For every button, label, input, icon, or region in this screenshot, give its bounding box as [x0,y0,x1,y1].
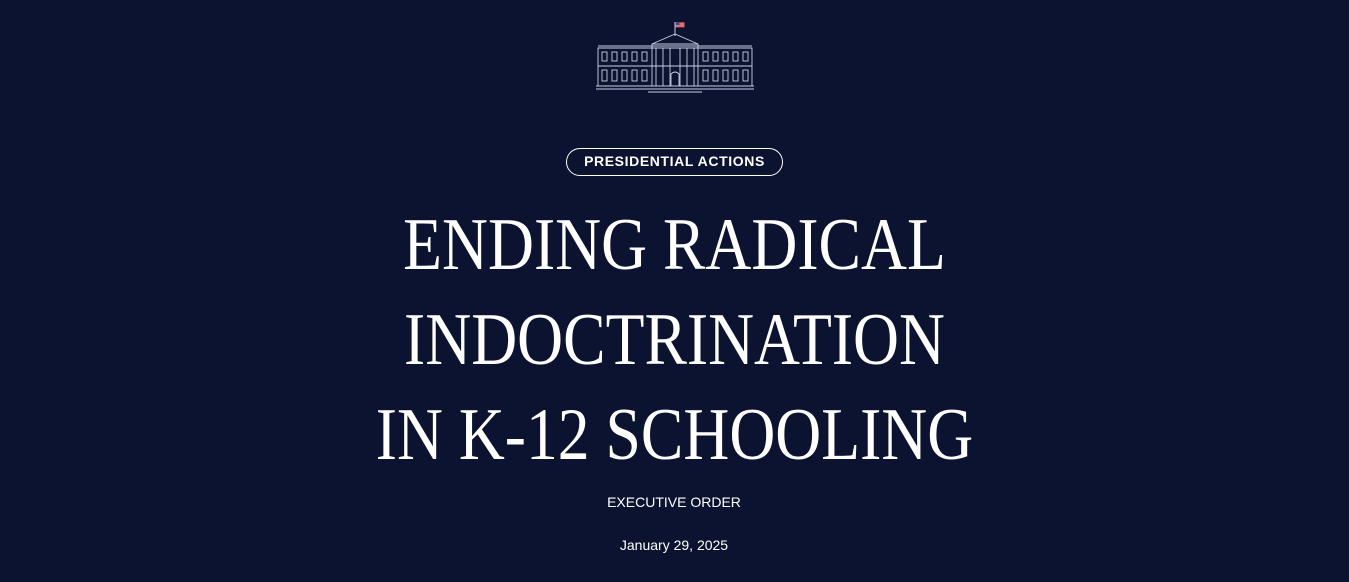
document-type-label: EXECUTIVE ORDER [607,494,741,510]
category-badge-link[interactable]: PRESIDENTIAL ACTIONS [566,148,783,176]
title-line: ENDING RADICAL [403,204,946,286]
title-line: INDOCTRINATION [404,299,945,381]
us-flag-icon [675,22,685,36]
title-line: IN K-12 SCHOOLING [375,394,974,476]
white-house-icon[interactable] [596,20,754,94]
publish-date: January 29, 2025 [619,537,729,553]
page-title [309,198,1039,483]
